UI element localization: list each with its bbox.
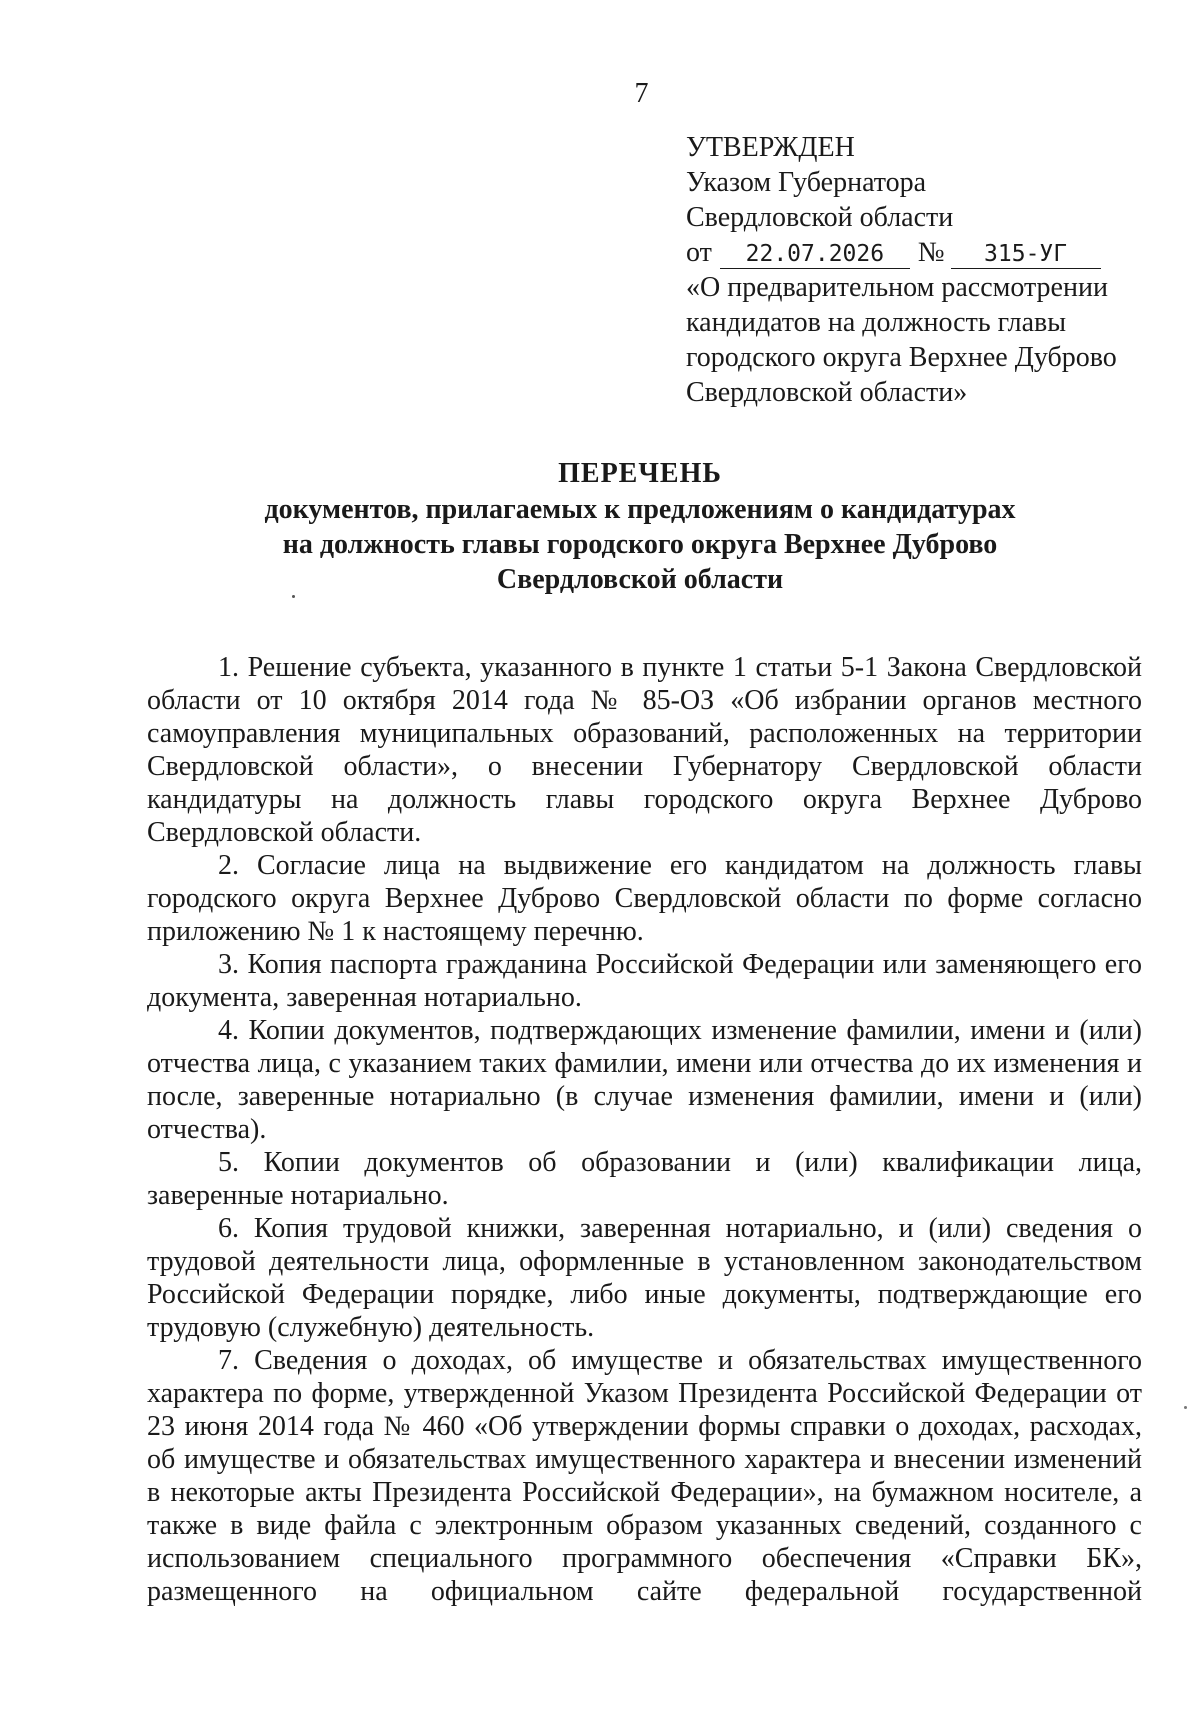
document-title — [140, 456, 1140, 597]
document-body — [147, 651, 1142, 1608]
decree-subject-line: Свердловской области» — [686, 377, 968, 408]
approval-authority: Указом Губернатора — [686, 167, 927, 198]
decree-date: 22.07.2026 — [720, 240, 910, 269]
title-line: документов, прилагаемых к предложениям о кандидатурах — [264, 494, 1016, 525]
title-line: Свердловской области — [496, 564, 784, 595]
number-sign: № — [917, 237, 945, 268]
list-item: 7. Сведения о доходах, об имуществе и обязательствах имущественного характера по форме, утвержденной Указом Президента Российской Федерации от 23 июня 2014 года № 460 «Об утверждении формы справки о доходах, расходах, об имуществе и обязательствах имущественного характера и внесении изменений в некоторые акты Президента Российской Федерации», на бумажном носителе, а также в виде файла с электронным образом указанных сведений, созданного с использованием специального программного обеспечения «Справки БК», размещенного на официальном сайте федеральной государственной — [147, 1345, 1142, 1607]
decree-subject-line: городского округа Верхнее Дуброво — [686, 342, 1117, 373]
list-item: 5. Копии документов об образовании и (или) квалификации лица, заверенные нотариально. — [147, 1147, 1142, 1211]
list-item: 2. Согласие лица на выдвижение его кандидатом на должность главы городского округа Верхнее Дуброво Свердловской области по форме согласно приложению № 1 к настоящему перечню. — [147, 850, 1142, 947]
scan-speck — [1184, 1406, 1187, 1409]
approval-date-number-line — [686, 235, 1156, 270]
list-item: 1. Решение субъекта, указанного в пункте 1 статьи 5-1 Закона Свердловской области от 10 октября 2014 года № 85-ОЗ «Об избрании органов местного самоуправления муниципальных образований, расположенных на территории Свердловской области», о внесении Губернатору Свердловской области кандидатуры на должность главы городского округа Верхнее Дуброво Свердловской области. — [147, 652, 1142, 848]
approval-stamp — [686, 130, 1156, 410]
list-item: 3. Копия паспорта гражданина Российской Федерации или заменяющего его документа, заверенная нотариально. — [147, 949, 1142, 1013]
list-item: 4. Копии документов, подтверждающих изменение фамилии, имени и (или) отчества лица, с указанием таких фамилии, имени или отчества до их изменения и после, заверенные нотариально (в случае изменения фамилии, имени и (или) отчества). — [147, 1015, 1142, 1145]
decree-subject-line: кандидатов на должность главы — [686, 307, 1067, 338]
title-heading: ПЕРЕЧЕНЬ — [558, 458, 722, 489]
list-item: 6. Копия трудовой книжки, заверенная нотариально, и (или) сведения о трудовой деятельности лица, оформленные в установленном законодательством Российской Федерации порядке, либо иные документы, подтверждающие его трудовую (служебную) деятельность. — [147, 1213, 1142, 1343]
scan-speck — [292, 595, 295, 598]
title-line: на должность главы городского округа Верхнее Дуброво — [282, 529, 998, 560]
decree-number: 315-УГ — [951, 240, 1101, 269]
decree-subject-line: «О предварительном рассмотрении — [686, 272, 1108, 303]
date-prefix: от — [686, 237, 712, 268]
approval-status: УТВЕРЖДЕН — [686, 132, 855, 163]
approval-region: Свердловской области — [686, 202, 954, 233]
page-number: 7 — [634, 78, 649, 109]
